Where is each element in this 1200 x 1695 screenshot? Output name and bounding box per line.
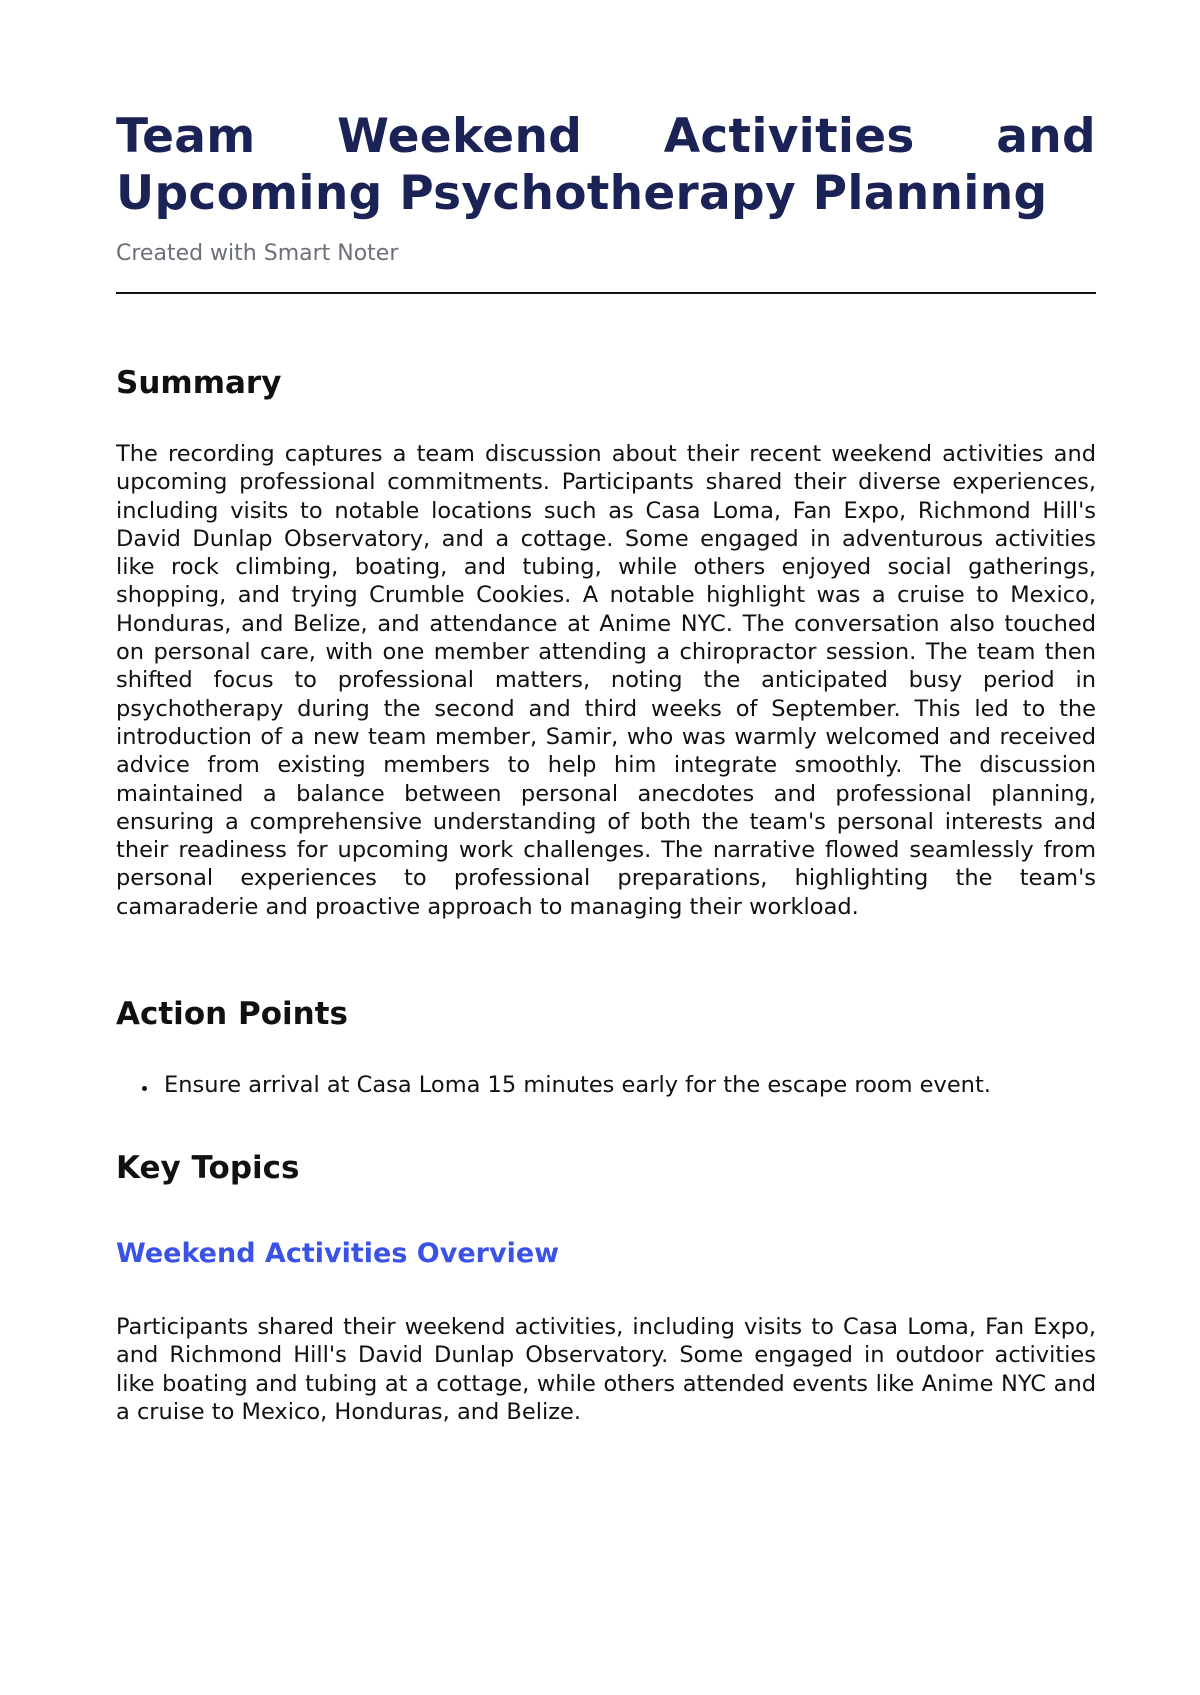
summary-text: The recording captures a team discussion about their recent weekend activities and upcoming professional commitments. Participants shared their diverse experiences, including visits to notable locations such as Casa Loma, Fan Expo, Richmond Hill's David Dunlap Observatory, and a cottage. Some engaged in adventurous activities like rock climbing, boating, and tubing, while others enjoyed social gatherings, shopping, and trying Crumble Cookies. A notable highlight was a cruise to Mexico, Honduras, and Belize, and attendance at Anime NYC. The conversation also touched on personal care, with one member attending a chiropractor session. The team then shifted focus to professional matters, noting the anticipated busy period in psychotherapy during the second and third weeks of September. This led to the introduction of a new team member, Samir, who was warmly welcomed and received advice from existing members to help him integrate smoothly. The discussion maintained a balance between personal anecdotes and professional planning, ensuring a comprehensive understanding of both the team's personal interests and their readiness for upcoming work challenges. The narrative flowed seamlessly from personal experiences to professional preparations, highlighting the team's camaraderie and proactive approach to managing their workload. <box>116 441 1096 920</box>
title-divider <box>116 292 1096 294</box>
action-points-list <box>116 1071 1096 1099</box>
action-point-text: Ensure arrival at Casa Loma 15 minutes early for the escape room event. <box>164 1072 991 1099</box>
action-point-item <box>116 1071 1096 1099</box>
key-topics-heading: Key Topics <box>116 1150 300 1187</box>
bullet-icon <box>142 1086 147 1091</box>
document-title: Team Weekend Activities and Upcoming Psychotherapy Planning <box>116 109 1096 221</box>
topic-text-weekend-activities: Participants shared their weekend activities, including visits to Casa Loma, Fan Expo, and Richmond Hill's David Dunlap Observatory. Some engaged in outdoor activities like boating and tubing at a cottage, while others attended events like Anime NYC and a cruise to Mexico, Honduras, and Belize. <box>116 1314 1096 1425</box>
summary-heading: Summary <box>116 365 282 401</box>
action-points-heading: Action Points <box>116 996 348 1033</box>
topic-title-weekend-activities: Weekend Activities Overview <box>116 1238 560 1270</box>
document-subtitle: Created with Smart Noter <box>116 241 399 266</box>
